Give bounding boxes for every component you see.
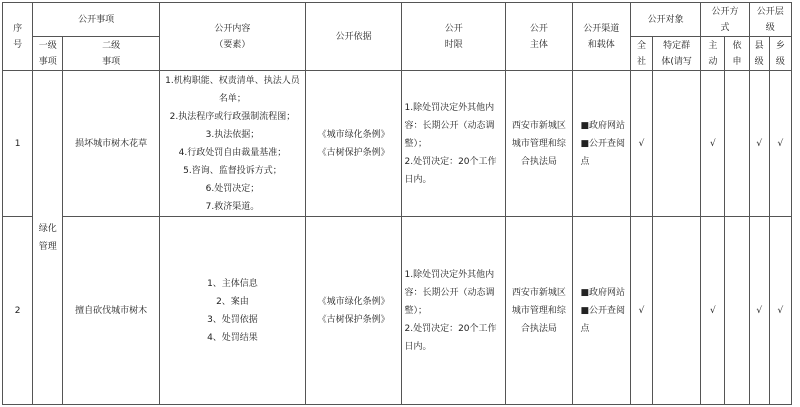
header-public-content: 公开内容 （要素） xyxy=(159,3,305,71)
table-row xyxy=(3,71,792,217)
row-channel xyxy=(572,71,630,217)
header-on-request: 依 申 xyxy=(725,37,749,71)
disclosure-table xyxy=(2,2,792,405)
row-all-society: √ xyxy=(630,71,652,217)
content-line: 4、处罚结果 xyxy=(207,332,258,343)
basis-line: 《古树保护条例》 xyxy=(317,314,390,325)
header-public-way: 公开方 式 xyxy=(701,3,749,37)
time-line: 1.除处罚决定外其他内容：长期公开（动态调整）； xyxy=(404,102,495,149)
content-line: 7.救济渠道。 xyxy=(205,201,260,212)
time-line: 2.处罚决定：20个工作日内。 xyxy=(404,323,497,352)
channel-line: ■公开查阅点 xyxy=(580,305,626,334)
row-seq: 2 xyxy=(3,217,33,405)
header-public-item: 公开事项 xyxy=(33,3,160,37)
table-row xyxy=(3,217,792,405)
header-all-society: 全 社 xyxy=(630,37,652,71)
content-line: 4.行政处罚自由裁量基准； xyxy=(178,147,287,158)
header-row-1 xyxy=(3,3,792,37)
time-line: 1.除处罚决定外其他内容：长期公开（动态调整）； xyxy=(404,269,495,316)
row-township: √ xyxy=(769,71,791,217)
content-line: 6.处罚决定； xyxy=(205,183,260,194)
row-specific-group xyxy=(653,71,701,217)
header-public-level: 公开层 级 xyxy=(749,3,791,37)
row-all-society: √ xyxy=(630,217,652,405)
channel-line: ■公开查阅点 xyxy=(580,138,626,167)
time-line: 2.处罚决定：20个工作日内。 xyxy=(404,156,497,185)
header-level1: 一级 事项 xyxy=(33,37,63,71)
channel-line: ■政府网站 xyxy=(580,120,626,131)
content-line: 3、处罚依据 xyxy=(207,314,258,325)
header-township: 乡 级 xyxy=(769,37,791,71)
row-county: √ xyxy=(749,217,769,405)
row-subject: 西安市新城区城市管理和综合执法局 xyxy=(506,217,572,405)
row-basis xyxy=(305,71,402,217)
header-seq: 序 号 xyxy=(3,3,33,71)
content-line: 5.咨询、监督投诉方式； xyxy=(183,165,282,176)
row-county: √ xyxy=(749,71,769,217)
channel-line: ■政府网站 xyxy=(580,287,626,298)
row-item: 损坏城市树木花草 xyxy=(63,71,160,217)
row-active: √ xyxy=(701,71,725,217)
header-public-object: 公开对象 xyxy=(630,3,700,37)
content-line: 2、案由 xyxy=(216,296,249,307)
row-on-request xyxy=(725,217,749,405)
basis-line: 《古树保护条例》 xyxy=(317,147,390,158)
header-public-time: 公开 时限 xyxy=(402,3,506,71)
row-content xyxy=(159,71,305,217)
content-line: 1、主体信息 xyxy=(207,278,258,289)
basis-line: 《城市绿化条例》 xyxy=(317,296,390,307)
content-line: 1.机构职能、权责清单、执法人员名单； xyxy=(165,75,300,104)
header-public-basis: 公开依据 xyxy=(305,3,402,71)
content-line: 2.执法程序或行政强制流程图； xyxy=(169,111,296,122)
row-basis xyxy=(305,217,402,405)
row-township: √ xyxy=(769,217,791,405)
header-channel: 公开渠道 和载体 xyxy=(572,3,630,71)
row-channel xyxy=(572,217,630,405)
row-time xyxy=(402,71,506,217)
row-on-request xyxy=(725,71,749,217)
row-time xyxy=(402,217,506,405)
row-specific-group xyxy=(653,217,701,405)
row-item: 擅自砍伐城市树木 xyxy=(63,217,160,405)
header-active: 主 动 xyxy=(701,37,725,71)
header-public-subject: 公开 主体 xyxy=(506,3,572,71)
row-subject: 西安市新城区城市管理和综合执法局 xyxy=(506,71,572,217)
header-specific-group: 特定群 体(请写 xyxy=(653,37,701,71)
row-seq: 1 xyxy=(3,71,33,217)
row-active: √ xyxy=(701,217,725,405)
basis-line: 《城市绿化条例》 xyxy=(317,129,390,140)
header-level2: 二级 事项 xyxy=(63,37,160,71)
level1-item: 绿化 管理 xyxy=(33,71,63,405)
header-county: 县 级 xyxy=(749,37,769,71)
row-content xyxy=(159,217,305,405)
content-line: 3.执法依据； xyxy=(205,129,260,140)
